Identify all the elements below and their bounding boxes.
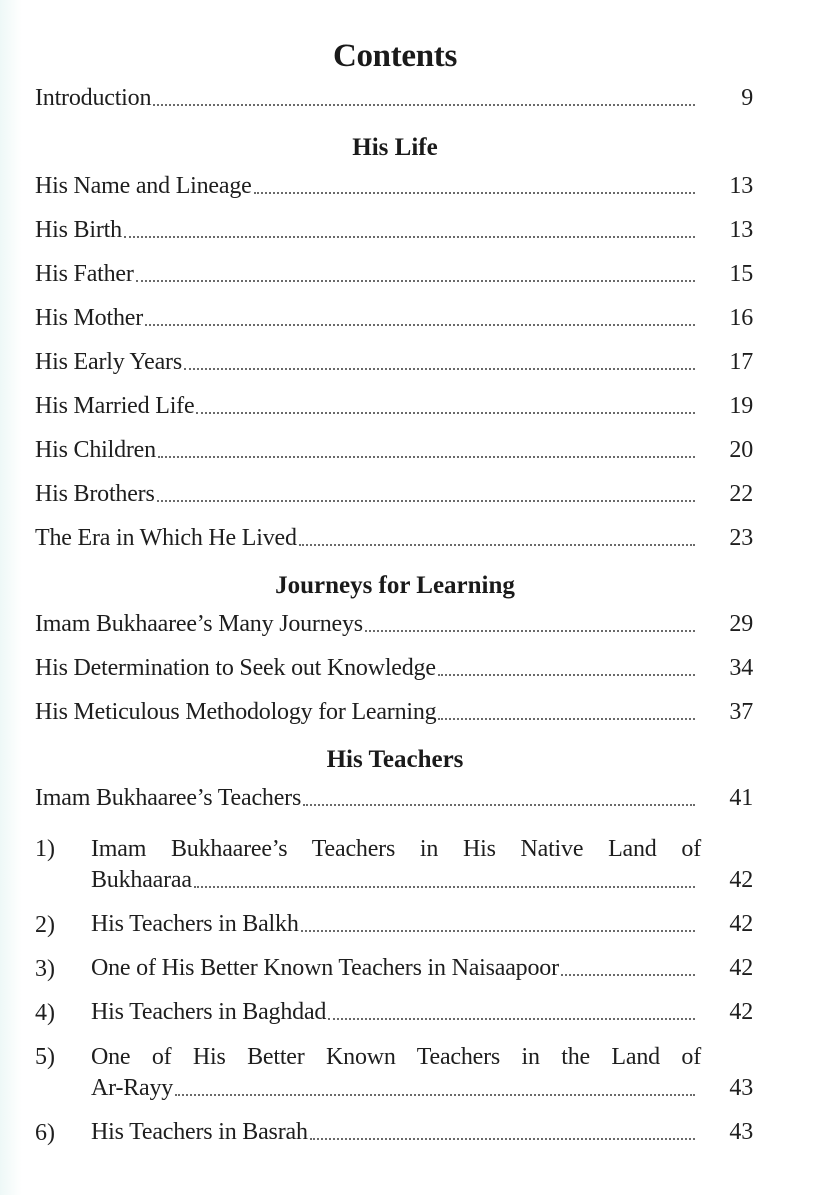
toc-entry-label: His Name and Lineage xyxy=(35,173,252,199)
toc-page-number: 37 xyxy=(729,699,753,725)
toc-entry-label: Introduction xyxy=(35,85,152,111)
dot-leader xyxy=(124,235,695,238)
item-number: 1) xyxy=(35,836,55,862)
toc-entry[interactable] xyxy=(35,606,753,638)
dot-leader xyxy=(438,717,695,720)
dot-leader xyxy=(299,543,695,546)
toc-entry-label: His Married Life xyxy=(35,393,195,419)
toc-entry-label: His Mother xyxy=(35,305,143,331)
toc-page-number: 17 xyxy=(729,349,753,375)
toc-page-number: 43 xyxy=(729,1119,753,1145)
dot-leader xyxy=(136,279,695,282)
toc-entry-label: His Determination to Seek out Knowledge xyxy=(35,655,436,681)
toc-entry[interactable] xyxy=(91,950,753,982)
page-title: Contents xyxy=(332,38,458,74)
toc-entry[interactable] xyxy=(91,1070,753,1102)
section-heading-journeys: Journeys for Learning xyxy=(275,572,515,599)
toc-entry[interactable] xyxy=(91,1114,753,1146)
toc-entry-label: Imam Bukhaaree’s Many Journeys xyxy=(35,611,363,637)
dot-leader xyxy=(158,455,695,458)
dot-leader xyxy=(184,367,695,370)
toc-page-number: 23 xyxy=(729,525,753,551)
toc-page-number: 43 xyxy=(729,1075,753,1101)
item-number: 4) xyxy=(35,1000,55,1026)
toc-page-number: 41 xyxy=(729,785,753,811)
toc-entry-introduction[interactable] xyxy=(35,80,753,112)
dot-leader xyxy=(145,323,695,326)
dot-leader xyxy=(301,929,695,932)
toc-entry[interactable] xyxy=(91,862,753,894)
toc-entry[interactable] xyxy=(35,388,753,420)
toc-entry[interactable] xyxy=(35,780,753,812)
toc-entry[interactable] xyxy=(35,168,753,200)
toc-entry-label: His Early Years xyxy=(35,349,182,375)
dot-leader xyxy=(196,411,695,414)
toc-page-number: 20 xyxy=(729,437,753,463)
toc-page-number: 42 xyxy=(729,911,753,937)
item-number: 3) xyxy=(35,956,55,982)
item-number: 6) xyxy=(35,1120,55,1146)
dot-leader xyxy=(365,629,695,632)
page-edge-shadow xyxy=(0,0,22,1195)
toc-entry[interactable] xyxy=(35,300,753,332)
toc-entry-label: Bukhaaraa xyxy=(91,867,192,893)
dot-leader xyxy=(561,973,695,976)
toc-entry-label-line1[interactable]: Imam Bukhaaree’s Teachers in His Native Land of xyxy=(91,836,701,862)
toc-page-number: 13 xyxy=(729,173,753,199)
toc-page-number: 9 xyxy=(741,85,753,111)
toc-page-number: 16 xyxy=(729,305,753,331)
toc-entry[interactable] xyxy=(35,520,753,552)
toc-entry[interactable] xyxy=(91,994,753,1026)
toc-entry[interactable] xyxy=(35,476,753,508)
section-heading-his-life: His Life xyxy=(352,134,438,161)
toc-page-number: 34 xyxy=(729,655,753,681)
toc-entry[interactable] xyxy=(35,256,753,288)
toc-entry[interactable] xyxy=(35,694,753,726)
toc-entry-label: His Teachers in Baghdad xyxy=(91,999,327,1025)
section-heading-his-teachers: His Teachers xyxy=(326,746,464,773)
item-number: 5) xyxy=(35,1044,55,1070)
toc-page-number: 42 xyxy=(729,999,753,1025)
toc-page-number: 19 xyxy=(729,393,753,419)
toc-page-number: 42 xyxy=(729,867,753,893)
toc-entry-label: His Father xyxy=(35,261,134,287)
toc-entry[interactable] xyxy=(35,344,753,376)
toc-page-number: 22 xyxy=(729,481,753,507)
dot-leader xyxy=(153,103,695,106)
toc-entry[interactable] xyxy=(35,650,753,682)
toc-page-number: 42 xyxy=(729,955,753,981)
toc-entry-label: His Teachers in Balkh xyxy=(91,911,299,937)
dot-leader xyxy=(254,191,695,194)
dot-leader xyxy=(175,1093,695,1096)
toc-entry-label: The Era in Which He Lived xyxy=(35,525,297,551)
toc-entry-label: Imam Bukhaaree’s Teachers xyxy=(35,785,302,811)
dot-leader xyxy=(310,1137,695,1140)
toc-entry[interactable] xyxy=(35,212,753,244)
dot-leader xyxy=(194,885,695,888)
toc-page-number: 29 xyxy=(729,611,753,637)
toc-entry-label: One of His Better Known Teachers in Naisaapoor xyxy=(91,955,559,981)
dot-leader xyxy=(328,1017,695,1020)
toc-entry-label: His Children xyxy=(35,437,156,463)
toc-page-number: 13 xyxy=(729,217,753,243)
toc-entry[interactable] xyxy=(35,432,753,464)
toc-page-number: 15 xyxy=(729,261,753,287)
item-number: 2) xyxy=(35,912,55,938)
dot-leader xyxy=(157,499,695,502)
toc-entry-label: His Meticulous Methodology for Learning xyxy=(35,699,437,725)
dot-leader xyxy=(438,673,695,676)
toc-entry-label-line1[interactable]: One of His Better Known Teachers in the Land of xyxy=(91,1044,701,1070)
toc-entry-label: His Teachers in Basrah xyxy=(91,1119,308,1145)
dot-leader xyxy=(303,803,695,806)
toc-entry-label: His Brothers xyxy=(35,481,155,507)
toc-entry-label: His Birth xyxy=(35,217,122,243)
toc-entry[interactable] xyxy=(91,906,753,938)
toc-entry-label: Ar-Rayy xyxy=(91,1075,174,1101)
